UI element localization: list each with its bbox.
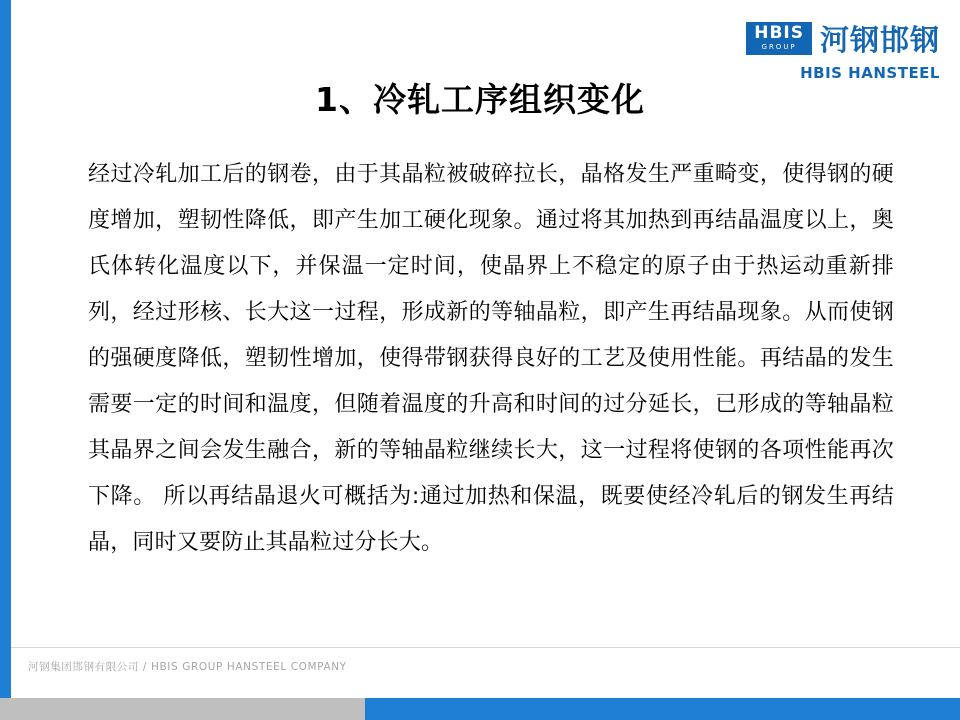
logo-english-name: HBIS HANSTEEL	[800, 64, 940, 82]
footer-company-text: 河钢集团邯钢有限公司 / HBIS GROUP HANSTEEL COMPANY	[28, 661, 347, 673]
slide-body-text: 经过冷轧加工后的钢卷，由于其晶粒被破碎拉长，晶格发生严重畸变，使得钢的硬度增加，塑韧性降低，即产生加工硬化现象。通过将其加热到再结晶温度以上，奥氏体转化温度以下，并保温一定时间，使晶界上不稳定的原子由于热运动重新排列，经过形核、长大这一过程，形成新的等轴晶粒，即产生再结晶现象。从而使钢的强硬度降低，塑韧性增加，使得带钢获得良好的工艺及使用性能。再结晶的发生需要一定的时间和温度，但随着温度的升高和时间的过分延长，已形成的等轴晶粒其晶界之间会发生融合，新的等轴晶粒继续长大，这一过程将使钢的各项性能再次下降。 所以再结晶退火可概括为:通过加热和保温，既要使经冷轧后的钢发生再结晶，同时又要防止其晶粒过分长大。	[88, 162, 894, 555]
footer-bar-gray-segment	[0, 698, 365, 720]
footer-color-bar	[0, 698, 960, 720]
logo-mark-text: HBIS	[754, 23, 804, 43]
logo-chinese-name: 河钢邯钢	[819, 23, 940, 57]
logo-mark-badge	[746, 22, 812, 55]
footer-bar-blue-segment	[365, 698, 960, 720]
company-logo	[746, 18, 940, 82]
logo-mark-subtext: GROUP	[761, 43, 797, 51]
slide-title: 1、冷轧工序组织变化	[315, 80, 645, 119]
footer-divider	[11, 647, 960, 648]
logo-main-row	[746, 18, 940, 59]
